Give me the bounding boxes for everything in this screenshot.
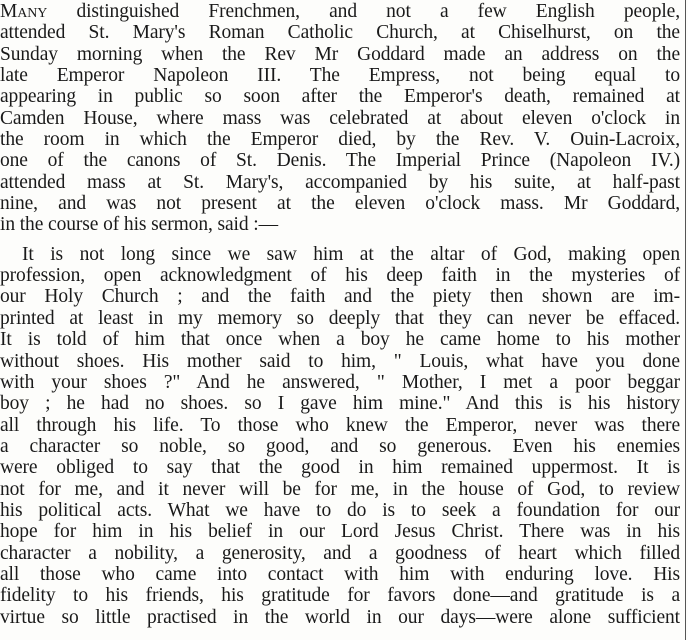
text-line: printed at least in my memory so deeply that they can never be effaced. <box>0 307 680 329</box>
text-line: were obliged to say that the good in him remained uppermost. It is <box>0 457 680 479</box>
text-line: Sunday morning when the Rev Mr Goddard made an address on the <box>0 43 680 65</box>
paragraph-intro <box>0 0 680 236</box>
text-line: boy ; he had no shoes. so I gave him mine." And this is his history <box>0 393 680 415</box>
text-line: nine, and was not present at the eleven o'clock mass. Mr Goddard, <box>0 193 680 215</box>
text-line: without shoes. His mother said to him, " Louis, what have you done <box>0 350 680 372</box>
text-line: a character so noble, so good, and so generous. Even his enemies <box>0 435 680 457</box>
text-line: the room in which the Emperor died, by the Rev. V. Ouin-Lacroix, <box>0 129 680 151</box>
text-line: not for me, and it never will be for me, in the house of God, to review <box>0 478 680 500</box>
text-line <box>0 1 680 22</box>
text-line: profession, open acknowledgment of his deep faith in the mysteries of <box>0 265 680 287</box>
text-line: Camden House, where mass was celebrated at about eleven o'clock in <box>0 107 680 129</box>
paragraph-sermon <box>0 244 680 628</box>
text-line: late Emperor Napoleon III. The Empress, not being equal to <box>0 65 680 87</box>
text-line: It is not long since we saw him at the altar of God, making open <box>22 243 680 265</box>
text-line: in the course of his sermon, said :— <box>0 214 279 236</box>
text-line: our Holy Church ; and the faith and the piety then shown are im- <box>0 286 680 308</box>
text-line: attended mass at St. Mary's, accompanied by his suite, at half-past <box>0 171 680 193</box>
column-rule <box>685 0 686 640</box>
text-line: fidelity to his friends, his gratitude for favors done—and gratitude is a <box>0 585 680 607</box>
text-line: all those who came into contact with him with enduring love. His <box>0 563 680 585</box>
text-line: It is told of him that once when a boy he came home to his mother <box>0 329 680 351</box>
line-text: distinguished Frenchmen, and not a few English people, <box>47 1 680 22</box>
text-line: with your shoes ?" And he answered, " Mother, I met a poor beggar <box>0 371 680 393</box>
text-line: appearing in public so soon after the Emperor's death, remained at <box>0 86 680 108</box>
text-line: his political acts. What we have to do is to seek a foundation for our <box>0 499 680 521</box>
lead-word: Many <box>0 1 48 22</box>
text-line: character a nobility, a generosity, and a goodness of heart which filled <box>0 542 680 564</box>
text-line: virtue so little practised in the world in our days—were alone sufficient <box>0 606 680 628</box>
text-line: hope for him in his belief in our Lord Jesus Christ. There was in his <box>0 521 680 543</box>
text-line: one of the canons of St. Denis. The Imperial Prince (Napoleon IV.) <box>0 150 680 172</box>
text-line: all through his life. To those who knew the Emperor, never was there <box>0 414 680 436</box>
text-line: attended St. Mary's Roman Catholic Church, at Chiselhurst, on the <box>0 22 680 44</box>
